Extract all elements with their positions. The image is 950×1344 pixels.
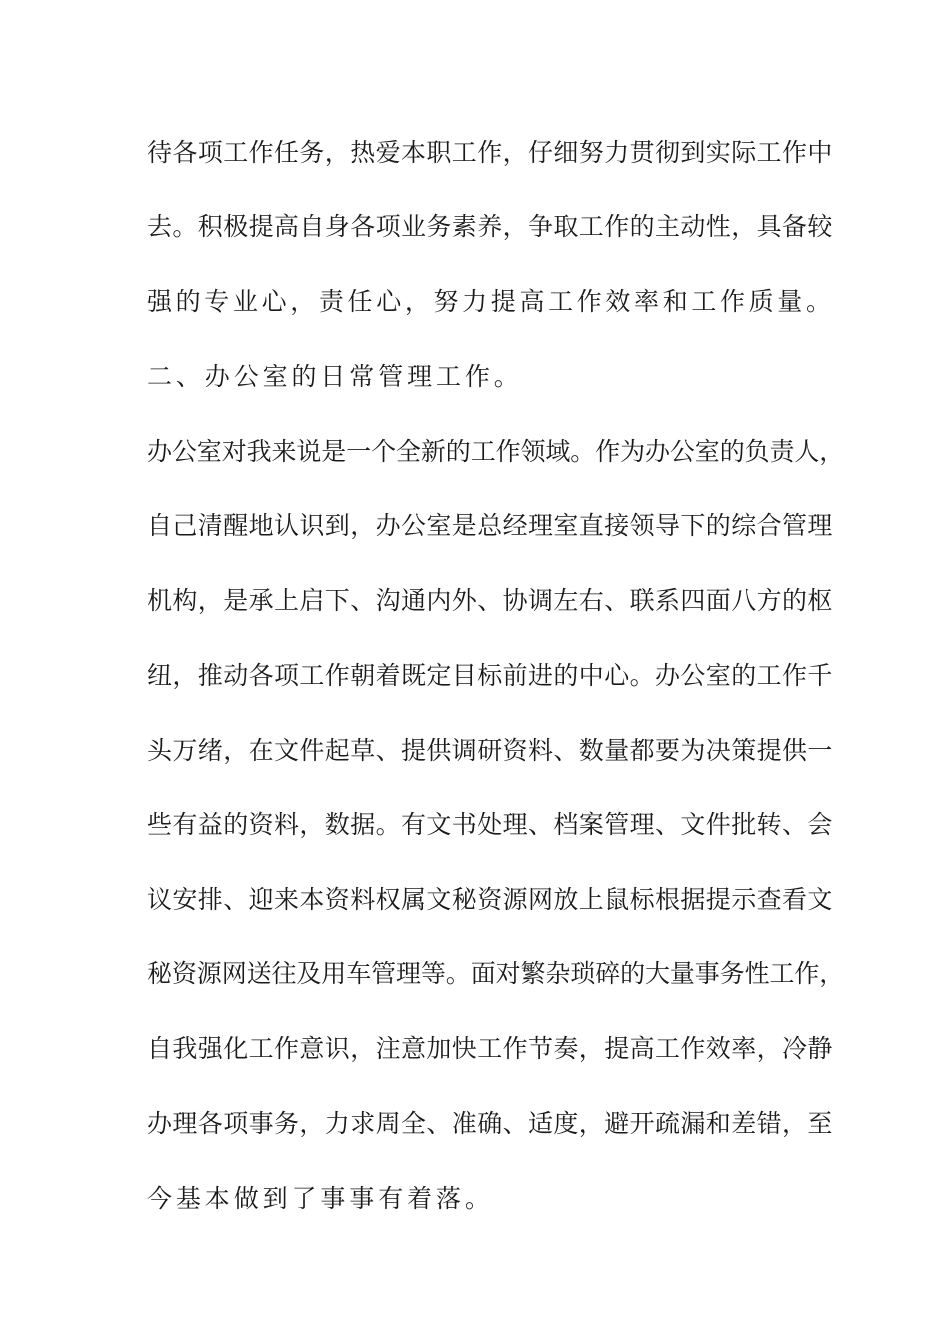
text-line: 今基本做到了事事有着落。 [147, 1184, 494, 1213]
text-line: 待各项工作任务，热爱本职工作，仔细努力贯彻到实际工作中 [147, 138, 833, 167]
text-line: 议安排、迎来本资料权属文秘资源网放上鼠标根据提示查看文 [147, 885, 833, 914]
text-line: 强的专业心，责任心，努力提高工作效率和工作质量。 [147, 287, 835, 316]
text-line: 自己清醒地认识到，办公室是总经理室直接领导下的综合管理 [147, 511, 833, 540]
text-line: 些有益的资料，数据。有文书处理、档案管理、文件批转、会 [147, 810, 833, 839]
text-line: 纽，推动各项工作朝着既定目标前进的中心。办公室的工作千 [147, 661, 833, 690]
section-heading: 二、办公室的日常管理工作。 [147, 362, 523, 391]
text-line: 自我强化工作意识，注意加快工作节奏，提高工作效率，冷静 [147, 1034, 833, 1063]
text-line: 办公室对我来说是一个全新的工作领域。作为办公室的负责人， [147, 437, 845, 466]
text-line: 去。积极提高自身各项业务素养，争取工作的主动性，具备较 [147, 212, 833, 241]
text-line: 秘资源网送往及用车管理等。面对繁杂琐碎的大量事务性工作， [147, 959, 845, 988]
text-line: 办理各项事务，力求周全、准确、适度，避开疏漏和差错，至 [147, 1109, 833, 1138]
text-line: 头万绪，在文件起草、提供调研资料、数量都要为决策提供一 [147, 736, 833, 765]
text-line: 机构，是承上启下、沟通内外、协调左右、联系四面八方的枢 [147, 586, 833, 615]
